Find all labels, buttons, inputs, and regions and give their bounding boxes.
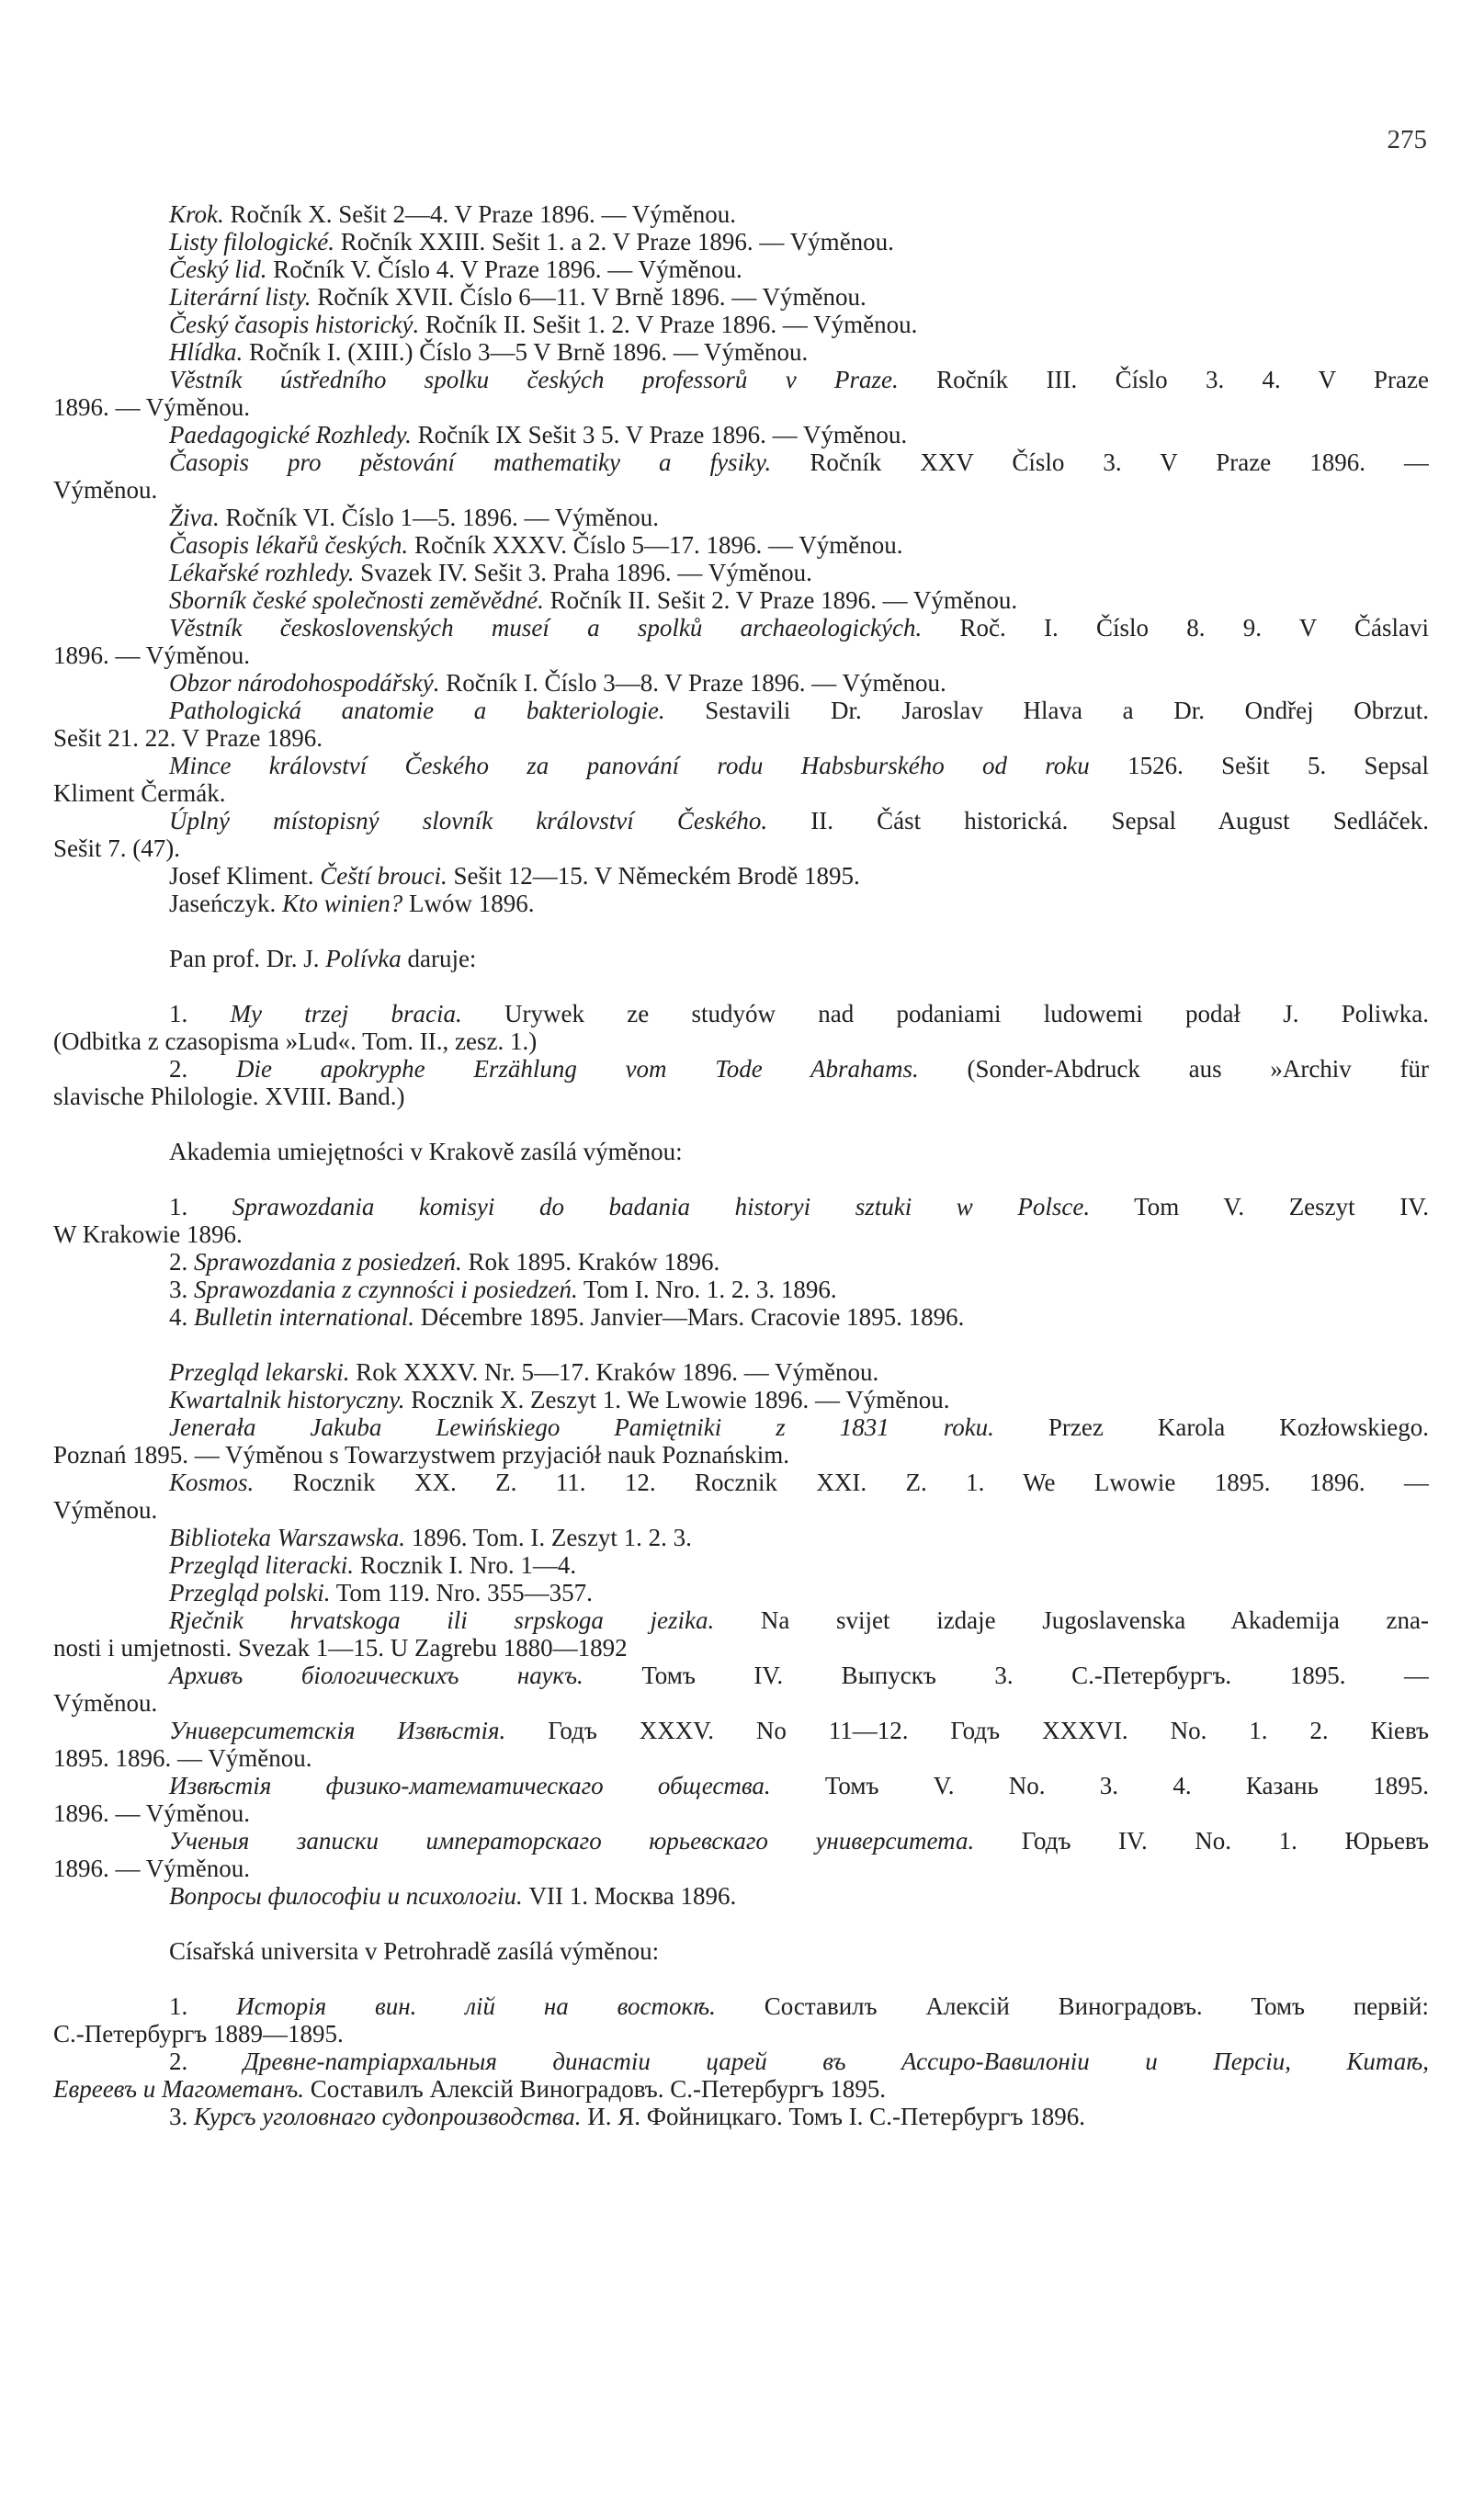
entry-continuation xyxy=(53,1496,1429,1524)
entry-title: Krok. xyxy=(169,200,224,228)
entry-continuation xyxy=(53,1744,1429,1772)
entry-text: И. Я. Фойницкаго. Томъ I. С.-Петербургъ 1896. xyxy=(581,2103,1085,2130)
entry-text: Ročník IX Sešit 3 5. V Praze 1896. — Výměnou. xyxy=(411,421,908,448)
spacer xyxy=(53,1331,1429,1358)
entry-title: Živa. xyxy=(169,504,220,531)
entry-text: Sešit 12—15. V Německém Brodě 1895. xyxy=(447,862,860,890)
entry-continuation xyxy=(53,393,1429,421)
spacer xyxy=(53,1910,1429,1937)
entry-line xyxy=(53,1662,1429,1689)
entry-text: Výměnou. xyxy=(53,1689,158,1717)
entry-text: Ročník XXV Číslo 3. V Praze 1896. — xyxy=(771,448,1429,476)
entry-line xyxy=(53,1358,1429,1386)
entry-title: Sprawozdania z posiedzeń. xyxy=(194,1248,462,1276)
entry-text: W Krakowie 1896. xyxy=(53,1220,243,1248)
entry-title: Časopis pro pěstování mathematiky a fysiky. xyxy=(169,448,772,476)
entry-line xyxy=(53,2103,1429,2130)
entry-line xyxy=(53,1827,1429,1855)
entry-line xyxy=(53,559,1429,586)
entry-line xyxy=(53,1193,1429,1220)
entry-continuation xyxy=(53,1083,1429,1110)
entry-title: Jenerała Jakuba Lewińskiego Pamiętniki z 1831 roku. xyxy=(169,1413,994,1441)
entry-line xyxy=(53,1717,1429,1744)
entry-text: daruje: xyxy=(401,945,477,972)
entry-line xyxy=(53,1248,1429,1276)
entry-title: Polívka xyxy=(325,945,402,972)
entry-line xyxy=(53,504,1429,531)
entry-text: Tom I. Nro. 1. 2. 3. 1896. xyxy=(577,1276,837,1303)
entry-prefix: 1. xyxy=(169,1992,237,2020)
entry-title: Pathologická anatomie a bakteriologie. xyxy=(169,697,665,724)
page-number: 275 xyxy=(1387,125,1427,154)
entry-line xyxy=(53,1276,1429,1303)
entry-text: Výměnou. xyxy=(53,1496,158,1524)
entry-continuation xyxy=(53,724,1429,752)
entry-line xyxy=(53,311,1429,338)
entry-text: Годъ XXXV. No 11—12. Годъ XXXVI. No. 1. 2. Кіевъ xyxy=(505,1717,1429,1744)
entry-text: VII 1. Москва 1896. xyxy=(522,1882,737,1910)
entry-line xyxy=(53,862,1429,890)
spacer xyxy=(53,972,1429,1000)
entry-text: Rocznik X. Zeszyt 1. We Lwowie 1896. — Výměnou. xyxy=(404,1386,950,1413)
entry-title: Biblioteka Warszawska. xyxy=(169,1524,406,1551)
entry-text: Poznań 1895. — Výměnou s Towarzystwem przyjaciół nauk Poznańskim. xyxy=(53,1441,789,1469)
entry-text: Urywek ze studyów nad podaniami ludowemi podał J. Poliwka. xyxy=(461,1000,1429,1027)
entry-title: Český lid. xyxy=(169,255,267,283)
entry-title: Listy filologické. xyxy=(169,228,334,255)
entry-line xyxy=(53,614,1429,641)
entry-title: Obzor národohospodářský. xyxy=(169,669,440,697)
entry-title: Sborník české společnosti zeměvědné. xyxy=(169,586,544,614)
entry-title: Przegląd polski. xyxy=(169,1579,331,1606)
entry-line xyxy=(53,1992,1429,2020)
entry-title: Древне-патріархальныя династіи царей въ Ассиро-Вавилоніи и Персіи, Китаѣ, xyxy=(243,2048,1429,2075)
entry-line xyxy=(53,448,1429,476)
universita-heading: Císařská universita v Petrohradě zasílá výměnou: xyxy=(169,1937,660,1965)
section-heading xyxy=(53,1937,1429,1965)
entry-continuation xyxy=(53,1634,1429,1662)
entry-text: nosti i umjetnosti. Svezak 1—15. U Zagrebu 1880—1892 xyxy=(53,1634,628,1662)
entry-text: Svazek IV. Sešit 3. Praha 1896. — Výměnou. xyxy=(354,559,812,586)
entry-title: Исторія вин. лій на востокѣ. xyxy=(236,1992,716,2020)
entry-text: Décembre 1895. Janvier—Mars. Cracovie 1895. 1896. xyxy=(413,1303,965,1331)
entry-text: Составилъ Алексій Виноградовъ. С.-Петербургъ 1895. xyxy=(304,2075,887,2103)
entry-continuation xyxy=(53,1799,1429,1827)
entry-text: Ročník I. (XIII.) Číslo 3—5 V Brně 1896. — Výměnou. xyxy=(243,338,809,366)
entry-title: Paedagogické Rozhledy. xyxy=(169,421,412,448)
entry-title: Český časopis historický. xyxy=(169,311,420,338)
entry-line xyxy=(53,1772,1429,1799)
entry-text: 1895. 1896. — Výměnou. xyxy=(53,1744,312,1772)
entry-line xyxy=(53,697,1429,724)
entry-title: Kto winien? xyxy=(281,890,403,917)
entry-text: Составилъ Алексій Виноградовъ. Томъ первій: xyxy=(715,1992,1429,2020)
entry-line xyxy=(53,1386,1429,1413)
entry-text: Ročník X. Sešit 2—4. V Praze 1896. — Výměnou. xyxy=(223,200,736,228)
entry-text: Przez Karola Kozłowskiego. xyxy=(993,1413,1429,1441)
entry-title: Hlídka. xyxy=(169,338,244,366)
entry-prefix: 2. xyxy=(169,1055,236,1083)
entry-line xyxy=(53,228,1429,255)
entry-title: Курсъ уголовнаго судопроизводства. xyxy=(194,2103,582,2130)
entry-line xyxy=(53,366,1429,393)
entry-text: Tom V. Zeszyt IV. xyxy=(1090,1193,1429,1220)
entry-text: Ročník V. Číslo 4. V Praze 1896. — Výměnou. xyxy=(266,255,742,283)
entry-line xyxy=(53,945,1429,972)
entry-text: Томъ V. No. 3. 4. Казань 1895. xyxy=(770,1772,1429,1799)
entry-text: 1896. — Výměnou. xyxy=(53,1799,250,1827)
entry-line xyxy=(53,1606,1429,1634)
entry-text: 1526. Sešit 5. Sepsal xyxy=(1089,752,1429,779)
entry-title: Bulletin international. xyxy=(194,1303,414,1331)
entry-title: Kwartalnik historyczny. xyxy=(169,1386,405,1413)
entry-text: Ročník II. Sešit 2. V Praze 1896. — Výměnou. xyxy=(543,586,1018,614)
entry-prefix: 3. xyxy=(169,2103,194,2130)
entry-text: II. Část historická. Sepsal August Sedláček. xyxy=(767,807,1429,834)
spacer xyxy=(53,1165,1429,1193)
entry-continuation xyxy=(53,476,1429,504)
entry-title: Věstník československých museí a spolků archaeologických. xyxy=(169,614,923,641)
entry-text: Ročník XXIII. Sešit 1. a 2. V Praze 1896. — Výměnou. xyxy=(334,228,894,255)
entry-prefix: Jaseńczyk. xyxy=(169,890,282,917)
entry-title: Извѣстія физико-математическаго общества. xyxy=(169,1772,771,1799)
entry-text: Ročník XXXV. Číslo 5—17. 1896. — Výměnou. xyxy=(408,531,903,559)
akademia-heading: Akademia umiejętności v Krakově zasílá výměnou: xyxy=(169,1138,683,1165)
entry-text: Годъ IV. No. 1. Юрьевъ xyxy=(974,1827,1429,1855)
entry-line xyxy=(53,1303,1429,1331)
entry-text: Kliment Čermák. xyxy=(53,779,226,807)
section-heading xyxy=(53,1138,1429,1165)
entry-continuation xyxy=(53,1441,1429,1469)
entry-title: Sprawozdania z czynności i posiedzeń. xyxy=(194,1276,578,1303)
entry-line xyxy=(53,1551,1429,1579)
entry-continuation xyxy=(53,1855,1429,1882)
entry-prefix: Pan prof. Dr. J. xyxy=(169,945,326,972)
entry-prefix: 4. xyxy=(169,1303,194,1331)
entry-continuation xyxy=(53,641,1429,669)
entry-text: Ročník VI. Číslo 1—5. 1896. — Výměnou. xyxy=(219,504,660,531)
entry-text: Ročník I. Číslo 3—8. V Praze 1896. — Výměnou. xyxy=(439,669,946,697)
entry-text: 1896. Tom. I. Zeszyt 1. 2. 3. xyxy=(405,1524,692,1551)
entry-text: Rocznik XX. Z. 11. 12. Rocznik XXI. Z. 1. We Lwowie 1895. 1896. — xyxy=(254,1469,1429,1496)
entry-text: (Sonder-Abdruck aus »Archiv für xyxy=(918,1055,1429,1083)
entry-line xyxy=(53,255,1429,283)
entry-line xyxy=(53,200,1429,228)
entry-title: My trzej bracia. xyxy=(230,1000,462,1027)
entry-text: Rok 1895. Kraków 1896. xyxy=(461,1248,720,1276)
entry-prefix: Josef Kliment. xyxy=(169,862,321,890)
entry-line xyxy=(53,531,1429,559)
entry-text: Tom 119. Nro. 355—357. xyxy=(330,1579,593,1606)
entry-title: Вопросы философіи и психологіи. xyxy=(169,1882,523,1910)
entry-line xyxy=(53,807,1429,834)
entry-line xyxy=(53,2048,1429,2075)
entry-line xyxy=(53,421,1429,448)
entry-text: Ročník III. Číslo 3. 4. V Praze xyxy=(898,366,1429,393)
entry-text: Výměnou. xyxy=(53,476,158,504)
entry-continuation xyxy=(53,1027,1429,1055)
entry-line xyxy=(53,669,1429,697)
entry-text: Rok XXXV. Nr. 5—17. Kraków 1896. — Výměnou. xyxy=(349,1358,879,1386)
entry-text: slavische Philologie. XVIII. Band.) xyxy=(53,1083,405,1110)
entry-line xyxy=(53,1524,1429,1551)
entry-title: Rječnik hrvatskoga ili srpskoga jezika. xyxy=(169,1606,715,1634)
entry-line xyxy=(53,338,1429,366)
entry-line xyxy=(53,890,1429,917)
entry-line xyxy=(53,1055,1429,1083)
entry-text: Na svijet izdaje Jugoslavenska Akademija zna- xyxy=(714,1606,1429,1634)
spacer xyxy=(53,1965,1429,1992)
entry-title: Úplný místopisný slovník království Českého. xyxy=(169,807,768,834)
entry-title: Университетскія Извѣстія. xyxy=(169,1717,506,1744)
entry-text: Lwów 1896. xyxy=(402,890,535,917)
entry-line xyxy=(53,586,1429,614)
entry-title: Věstník ústředního spolku českých professorů v Praze. xyxy=(169,366,899,393)
entry-line xyxy=(53,1469,1429,1496)
entry-text: 1896. — Výměnou. xyxy=(53,1855,250,1882)
entry-title: Евреевъ и Магометанъ. xyxy=(53,2075,305,2103)
entry-title: Mince království Českého za panování rodu Habsburského od roku xyxy=(169,752,1090,779)
entry-prefix: 3. xyxy=(169,1276,194,1303)
entry-text: Томъ IV. Выпускъ 3. С.-Петербургъ. 1895. — xyxy=(583,1662,1429,1689)
entry-continuation xyxy=(53,779,1429,807)
text-column xyxy=(53,200,1429,2130)
entry-text: Ročník II. Sešit 1. 2. V Praze 1896. — Výměnou. xyxy=(419,311,918,338)
entry-text: С.-Петербургъ 1889—1895. xyxy=(53,2020,344,2048)
entry-text: 1896. — Výměnou. xyxy=(53,393,250,421)
entry-text: (Odbitka z czasopisma »Lud«. Tom. II., zesz. 1.) xyxy=(53,1027,538,1055)
entry-title: Ученыя записки императорскаго юрьевскаго университета. xyxy=(169,1827,975,1855)
entry-title: Kosmos. xyxy=(169,1469,255,1496)
entry-text: Ročník XVII. Číslo 6—11. V Brně 1896. — Výměnou. xyxy=(311,283,867,311)
entry-title: Časopis lékařů českých. xyxy=(169,531,409,559)
entry-title: Čeští brouci. xyxy=(320,862,447,890)
entry-text: Sešit 21. 22. V Praze 1896. xyxy=(53,724,323,752)
entry-line xyxy=(53,283,1429,311)
entry-line xyxy=(53,1579,1429,1606)
entry-title: Przegląd literacki. xyxy=(169,1551,354,1579)
entry-prefix: 2. xyxy=(169,2048,244,2075)
entry-prefix: 1. xyxy=(169,1193,232,1220)
entry-text: Rocznik I. Nro. 1—4. xyxy=(353,1551,577,1579)
entry-prefix: 2. xyxy=(169,1248,194,1276)
entry-title: Die apokryphe Erzählung vom Tode Abrahams. xyxy=(235,1055,919,1083)
entry-continuation xyxy=(53,1689,1429,1717)
entry-text: Sestavili Dr. Jaroslav Hlava a Dr. Ondřej Obrzut. xyxy=(664,697,1429,724)
entry-line xyxy=(53,1413,1429,1441)
entry-title: Sprawozdania komisyi do badania historyi sztuki w Polsce. xyxy=(232,1193,1091,1220)
entry-text: 1896. — Výměnou. xyxy=(53,641,250,669)
entry-line xyxy=(53,1000,1429,1027)
entry-title: Przegląd lekarski. xyxy=(169,1358,350,1386)
entry-line xyxy=(53,1882,1429,1910)
entry-title: Literární listy. xyxy=(169,283,312,311)
spacer xyxy=(53,1110,1429,1138)
entry-continuation xyxy=(53,2020,1429,2048)
entry-text: Roč. I. Číslo 8. 9. V Čáslavi xyxy=(922,614,1429,641)
entry-title: Архивъ біологическихъ наукъ. xyxy=(169,1662,583,1689)
entry-title: Lékařské rozhledy. xyxy=(169,559,355,586)
entry-continuation xyxy=(53,1220,1429,1248)
entry-line xyxy=(53,752,1429,779)
entry-continuation xyxy=(53,2075,1429,2103)
spacer xyxy=(53,917,1429,945)
entry-continuation xyxy=(53,834,1429,862)
entry-text: Sešit 7. (47). xyxy=(53,834,180,862)
entry-prefix: 1. xyxy=(169,1000,231,1027)
